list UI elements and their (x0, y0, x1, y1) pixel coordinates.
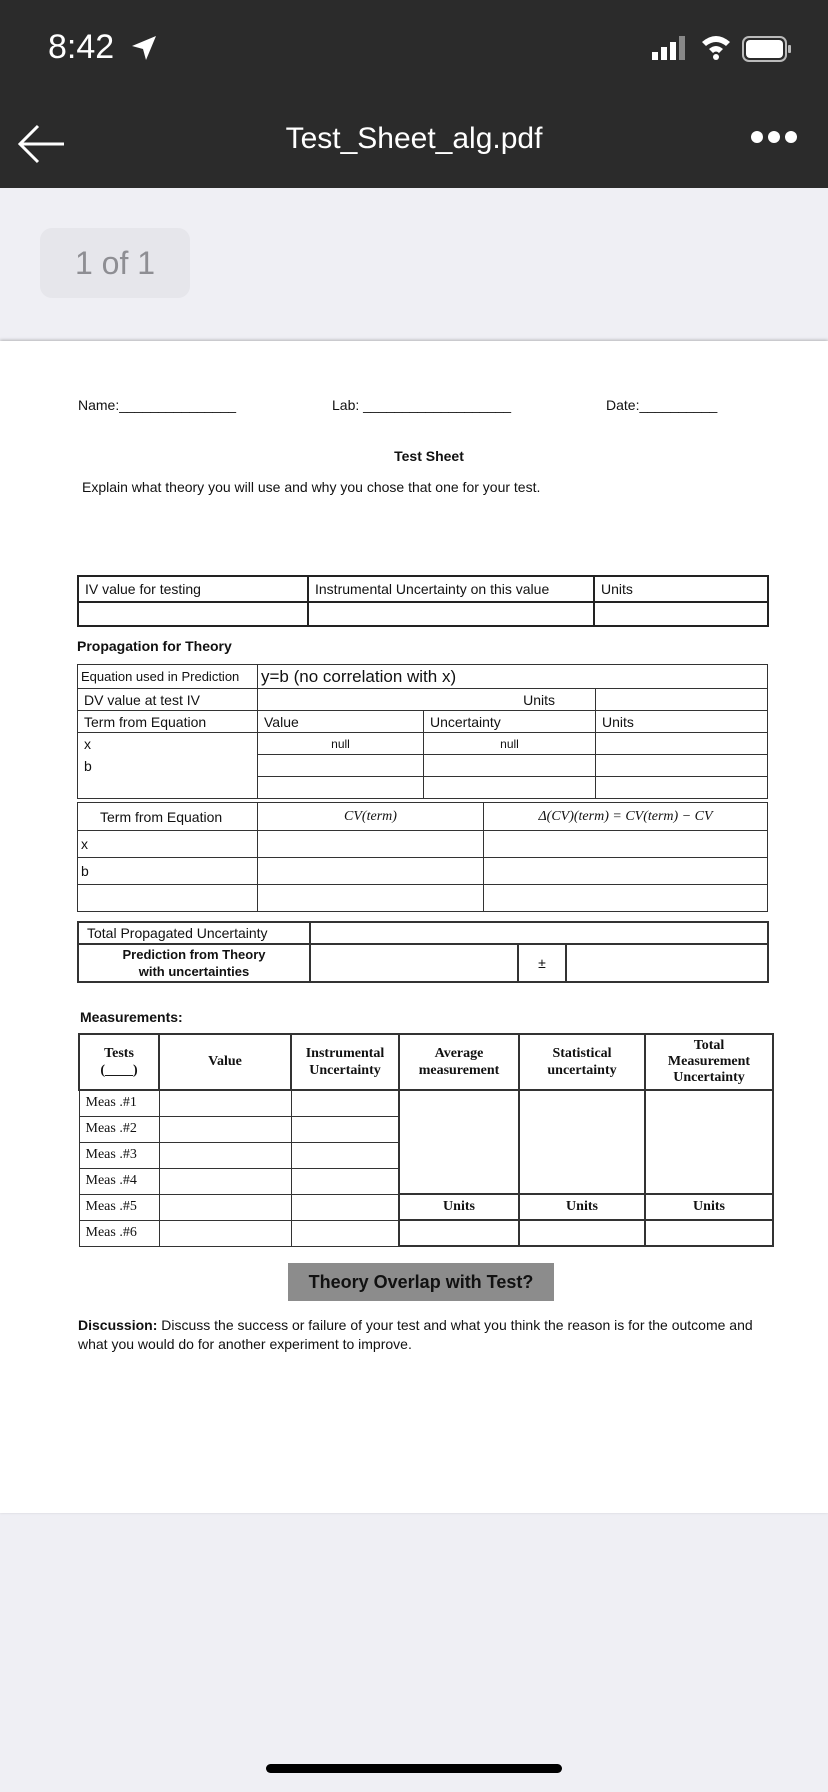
meas-3-instr (291, 1142, 399, 1168)
total-unc-label: Total Propagated Uncertainty (78, 922, 310, 944)
blank-units-cell (596, 777, 768, 799)
instrumental-header-line-2: Uncertainty (309, 1063, 381, 1078)
meas-row-4-label: Meas .#4 (79, 1168, 159, 1194)
cv-row-x: x (78, 831, 258, 858)
meas-1-value (159, 1090, 291, 1116)
prediction-line-2: with uncertainties (138, 964, 250, 979)
cv-term-header: CV(term) (258, 803, 484, 831)
home-indicator[interactable] (266, 1764, 562, 1773)
total-prediction-table (77, 921, 769, 983)
delta-blank-cell (484, 885, 768, 912)
total-unc-cell (310, 922, 768, 944)
status-time: 8:42 (48, 28, 115, 66)
statistical-header (519, 1034, 645, 1090)
equation-value: y=b (no correlation with x) (258, 665, 768, 689)
meas-4-value (159, 1168, 291, 1194)
more-options-icon[interactable] (750, 130, 798, 144)
b-units-cell (596, 755, 768, 777)
instr-unc-cell (308, 602, 594, 626)
meas-5-value (159, 1194, 291, 1220)
term-label: Term from Equation (78, 711, 258, 733)
average-header-line-1: Average (434, 1046, 484, 1061)
instr-unc-header: Instrumental Uncertainty on this value (308, 576, 594, 602)
battery-icon (742, 36, 792, 62)
pdf-page (0, 341, 828, 1513)
meas-row-3-label: Meas .#3 (79, 1142, 159, 1168)
meas-4-instr (291, 1168, 399, 1194)
average-cell (399, 1090, 519, 1194)
meas-2-value (159, 1116, 291, 1142)
total-meas-cell (645, 1090, 773, 1194)
dv-label: DV value at test IV (78, 689, 258, 711)
instrumental-header (291, 1034, 399, 1090)
document-title: Test_Sheet_alg.pdf (285, 122, 543, 155)
units-header: Units (594, 576, 768, 602)
lab-field-label: Lab: ___________________ (332, 397, 512, 413)
plus-minus: ± (518, 944, 566, 982)
propagation-heading: Propagation for Theory (77, 638, 232, 654)
x-units-cell (596, 733, 768, 755)
measurements-table (78, 1033, 774, 1247)
discussion-paragraph (78, 1316, 778, 1354)
total-meas-header-line-1: Total (693, 1038, 725, 1053)
nav-bar (0, 100, 828, 188)
dv-units-label: Units (258, 689, 596, 711)
value-header: Value (258, 711, 424, 733)
meas-1-instr (291, 1090, 399, 1116)
prediction-label (78, 944, 310, 982)
total-units: Units (645, 1194, 773, 1220)
sheet-title: Test Sheet (394, 448, 464, 464)
cv-table (77, 802, 768, 912)
meas-6-instr (291, 1220, 399, 1246)
cv-term-label: Term from Equation (78, 803, 258, 831)
meas-row-5-label: Meas .#5 (79, 1194, 159, 1220)
value-col-header: Value (159, 1034, 291, 1090)
tests-header-line-1: Tests (104, 1046, 134, 1061)
explain-text: Explain what theory you will use and why you chose that one for your test. (82, 479, 541, 495)
statistical-header-line-2: uncertainty (547, 1063, 617, 1078)
statistical-units: Units (519, 1194, 645, 1220)
meas-5-instr (291, 1194, 399, 1220)
page-indicator: 1 of 1 (40, 228, 190, 298)
propagation-table (77, 664, 768, 799)
wifi-icon (700, 34, 732, 60)
cv-blank-cell (258, 885, 484, 912)
location-arrow-icon (130, 34, 158, 62)
equation-label: Equation used in Prediction (78, 665, 258, 689)
total-meas-header-line-3: Uncertainty (673, 1070, 745, 1085)
prediction-value-cell (310, 944, 518, 982)
total-meas-header-line-2: Measurement (667, 1054, 751, 1069)
name-field-label: Name:_______________ (78, 397, 237, 413)
meas-2-instr (291, 1116, 399, 1142)
iv-table (77, 575, 769, 627)
delta-x-cell (484, 831, 768, 858)
total-meas-header (645, 1034, 773, 1090)
cv-blank-term (78, 885, 258, 912)
cv-row-b: b (78, 858, 258, 885)
prediction-line-1: Prediction from Theory (122, 947, 266, 962)
dv-units-cell (596, 689, 768, 711)
statistical-cell (519, 1090, 645, 1194)
meas-row-6-label: Meas .#6 (79, 1220, 159, 1246)
statistical-header-line-1: Statistical (552, 1046, 612, 1061)
cv-x-cell (258, 831, 484, 858)
status-bar (0, 0, 828, 100)
total-units-value (645, 1220, 773, 1246)
units-cell (594, 602, 768, 626)
row-x-label: x (78, 733, 258, 755)
iv-header: IV value for testing (78, 576, 308, 602)
null-value: null (258, 733, 424, 755)
measurements-heading: Measurements: (80, 1009, 183, 1025)
cellular-signal-icon (652, 36, 688, 60)
cv-b-cell (258, 858, 484, 885)
meas-6-value (159, 1220, 291, 1246)
tests-header (79, 1034, 159, 1090)
meas-3-value (159, 1142, 291, 1168)
meas-row-1-label: Meas .#1 (79, 1090, 159, 1116)
meas-row-2-label: Meas .#2 (79, 1116, 159, 1142)
row-b-label: b (78, 755, 258, 777)
null-uncertainty: null (424, 733, 596, 755)
delta-b-cell (484, 858, 768, 885)
instrumental-header-line-1: Instrumental (305, 1046, 385, 1061)
blank-term-cell (78, 777, 258, 799)
b-value-cell (258, 755, 424, 777)
average-units-value (399, 1220, 519, 1246)
prediction-unc-cell (566, 944, 768, 982)
theory-overlap-label: Theory Overlap with Test? (288, 1263, 554, 1301)
uncertainty-header: Uncertainty (424, 711, 596, 733)
delta-cv-header: Δ(CV)(term) = CV(term) − CV (484, 803, 768, 831)
average-header-line-2: measurement (418, 1063, 500, 1078)
blank-value-cell (258, 777, 424, 799)
b-unc-cell (424, 755, 596, 777)
discussion-label: Discussion: (78, 1317, 158, 1333)
statistical-units-value (519, 1220, 645, 1246)
discussion-text: Discuss the success or failure of your test and what you think the reason is for the outcome and what you would do for another experiment to improve. (78, 1317, 753, 1352)
date-field-label: Date:__________ (606, 397, 718, 413)
units-header-2: Units (596, 711, 768, 733)
average-units: Units (399, 1194, 519, 1220)
iv-value-cell (78, 602, 308, 626)
tests-header-line-2: (____) (100, 1063, 138, 1078)
average-header (399, 1034, 519, 1090)
blank-unc-cell (424, 777, 596, 799)
